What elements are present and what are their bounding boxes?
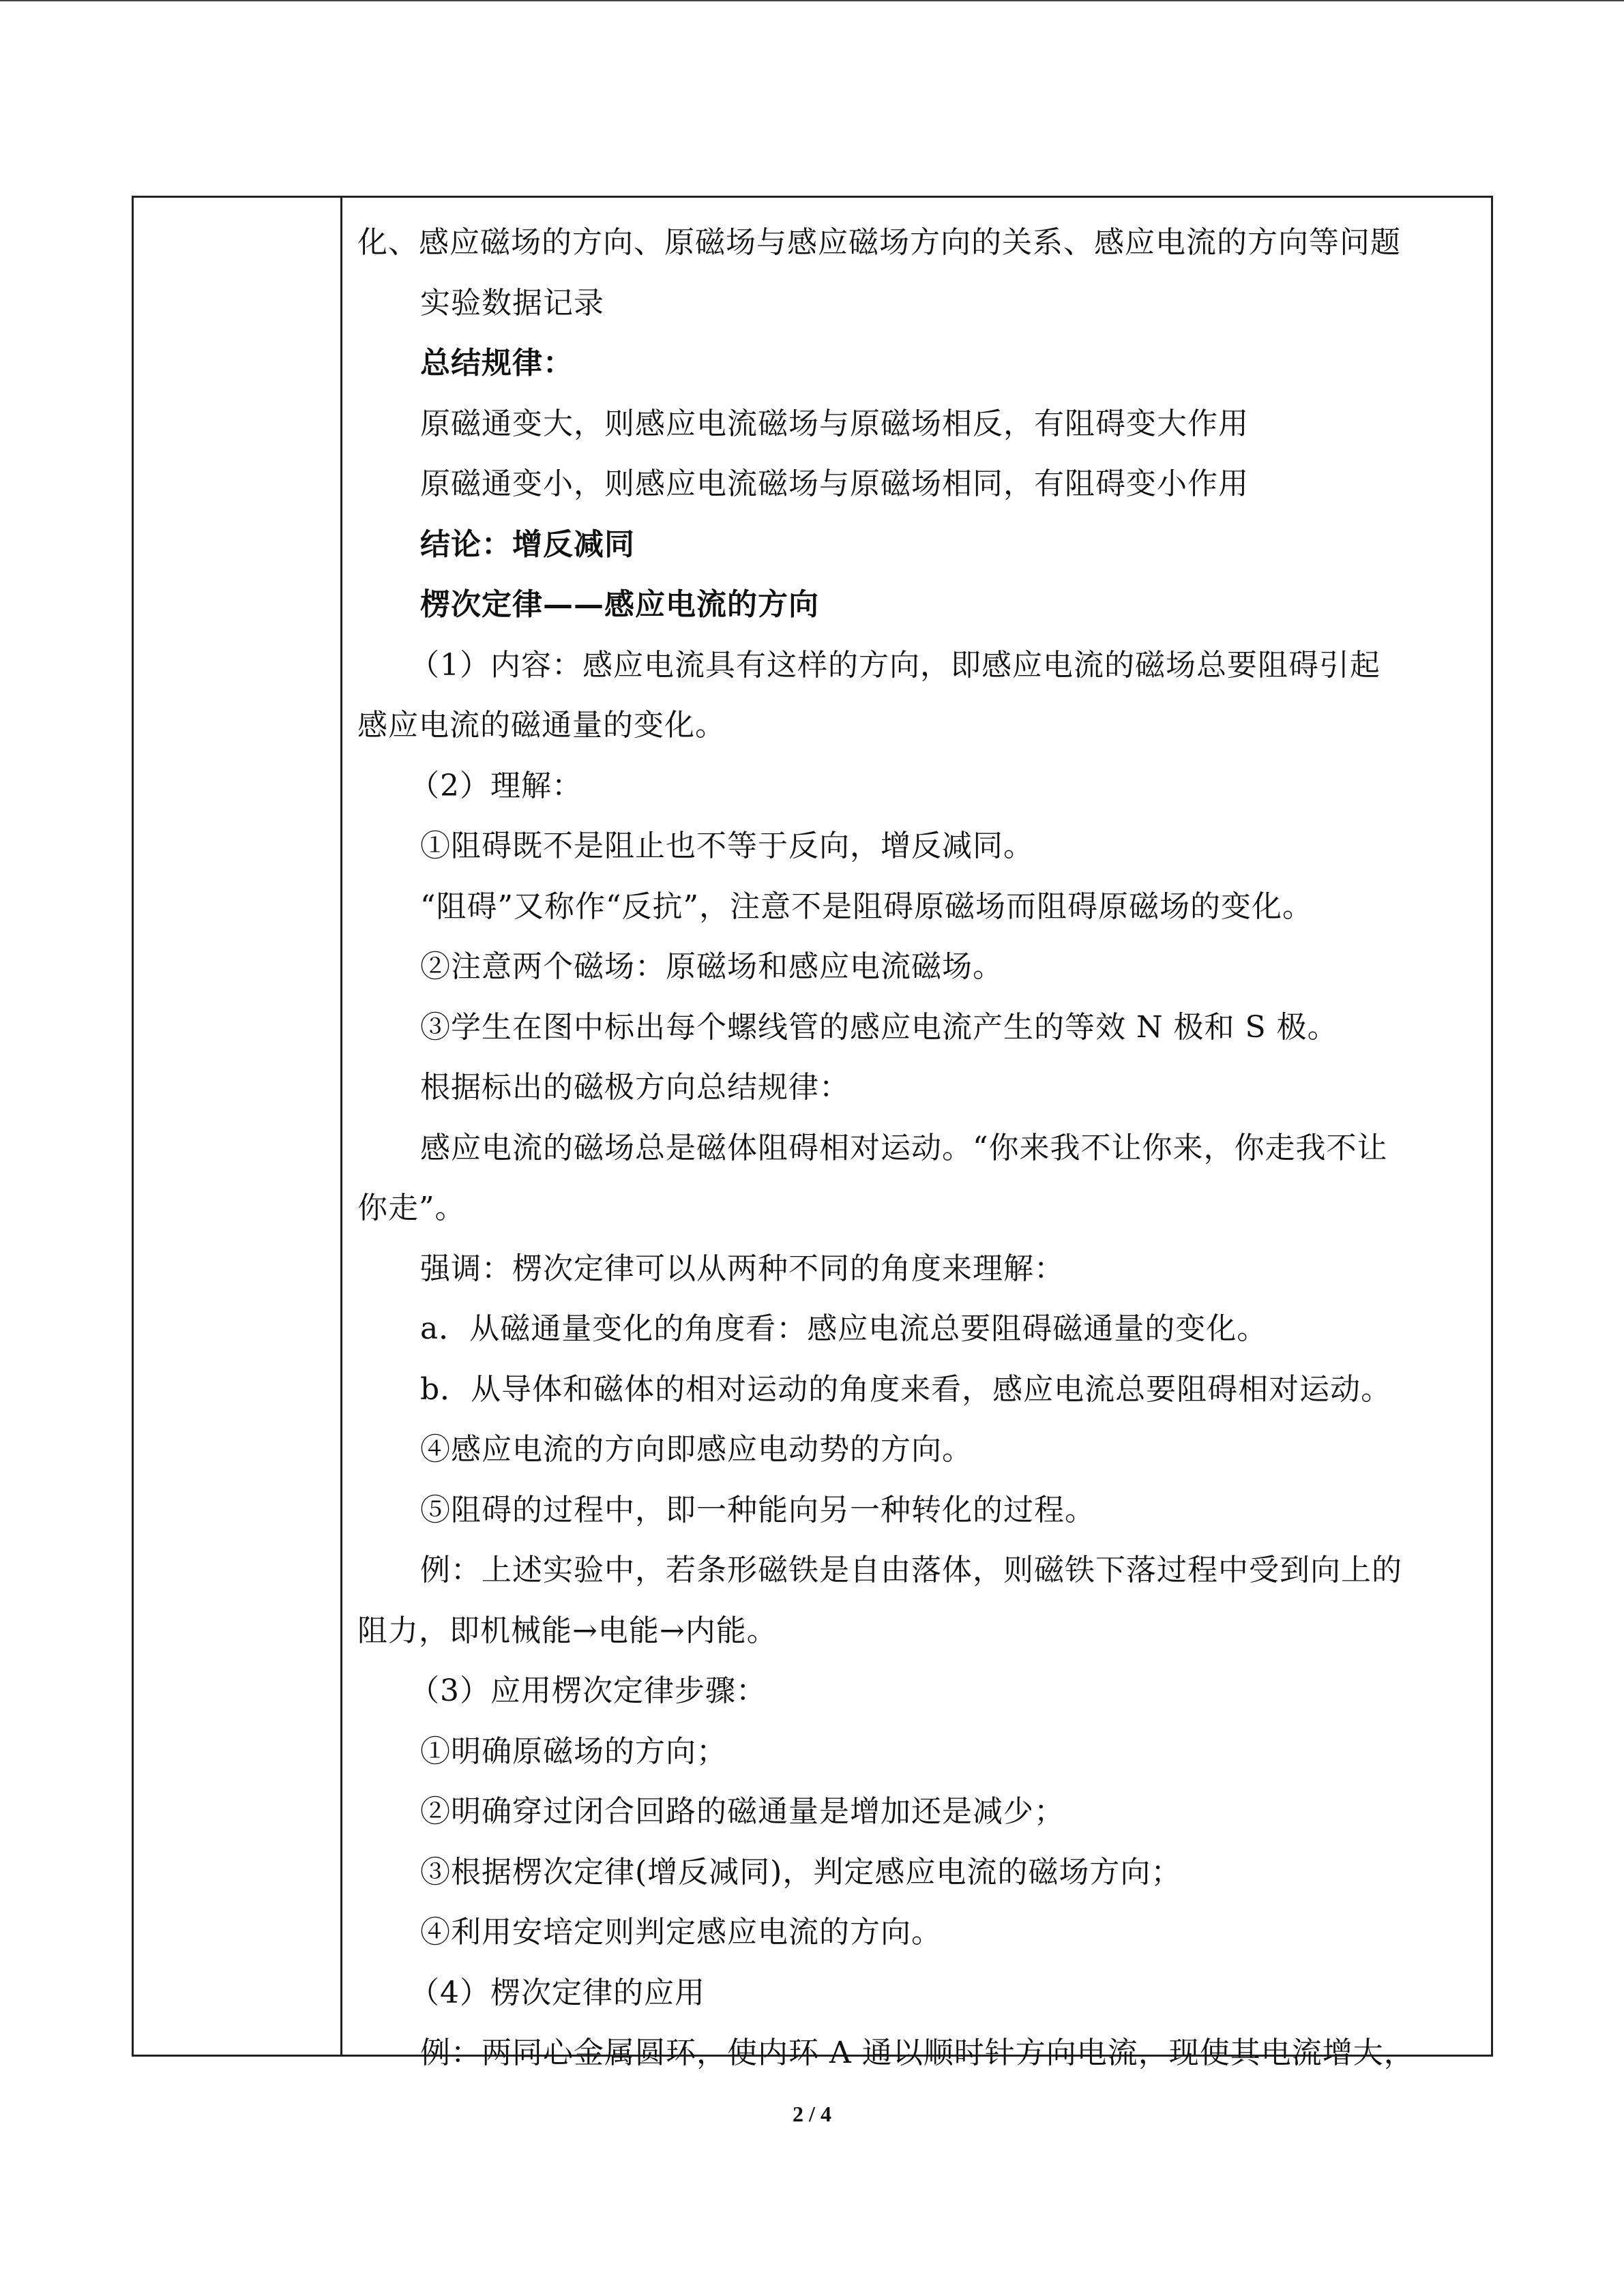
text-line: “阻碍”又称作“反抗”，注意不是阻碍原磁场而阻碍原磁场的变化。 xyxy=(420,889,1313,924)
text-line: 根据标出的磁极方向总结规律： xyxy=(420,1070,850,1105)
table-content-cell xyxy=(357,213,1483,2084)
text-line: a．从磁通量变化的角度看：感应电流总要阻碍磁通量的变化。 xyxy=(420,1311,1268,1346)
text-line: 感应电流的磁通量的变化。 xyxy=(357,708,726,743)
text-line: ⑤阻碍的过程中，即一种能向另一种转化的过程。 xyxy=(420,1492,1095,1527)
text-line: ②明确穿过闭合回路的磁通量是增加还是减少； xyxy=(420,1794,1065,1829)
section-heading: 总结规律： xyxy=(420,346,574,381)
text-line: （3）应用楞次定律步骤： xyxy=(409,1673,767,1708)
text-line: 化、感应磁场的方向、原磁场与感应磁场方向的关系、感应电流的方向等问题 xyxy=(357,225,1401,260)
text-line: 例：上述实验中，若条形磁铁是自由落体，则磁铁下落过程中受到向上的 xyxy=(420,1553,1402,1587)
text-line: 原磁通变大，则感应电流磁场与原磁场相反，有阻碍变大作用 xyxy=(420,406,1249,441)
text-line: 感应电流的磁场总是磁体阻碍相对运动。“你来我不让你来，你走我不让 xyxy=(420,1130,1388,1165)
page-number: 2 / 4 xyxy=(793,2102,831,2126)
text-line: ④感应电流的方向即感应电动势的方向。 xyxy=(420,1432,973,1467)
text-line: ④利用安培定则判定感应电流的方向。 xyxy=(420,1915,942,1950)
text-line: （4）楞次定律的应用 xyxy=(409,1975,705,2010)
text-line: 例：两同心金属圆环，使内环 A 通以顺时针方向电流，现使其电流增大， xyxy=(420,2036,1415,2070)
section-heading: 结论：增反减同 xyxy=(420,526,635,562)
section-heading: 楞次定律——感应电流的方向 xyxy=(420,587,819,622)
text-line: 强调：楞次定律可以从两种不同的角度来理解： xyxy=(420,1251,1065,1286)
text-line: ③学生在图中标出每个螺线管的感应电流产生的等效 N 极和 S 极。 xyxy=(420,1009,1338,1045)
text-line: ①阻碍既不是阻止也不等于反向，增反减同。 xyxy=(420,829,1034,863)
text-line: b．从导体和磁体的相对运动的角度来看，感应电流总要阻碍相对运动。 xyxy=(420,1371,1392,1407)
text-line: （2）理解： xyxy=(409,768,582,803)
lesson-table xyxy=(132,196,1493,2070)
page-top-edge xyxy=(0,0,1624,1)
text-line: 原磁通变小，则感应电流磁场与原磁场相同，有阻碍变小作用 xyxy=(420,466,1249,501)
text-line: 阻力，即机械能→电能→内能。 xyxy=(357,1613,778,1648)
table-left-cell xyxy=(134,198,340,2055)
text-line: ③根据楞次定律(增反减同)，判定感应电流的磁场方向； xyxy=(420,1854,1182,1890)
column-divider xyxy=(340,198,342,2055)
text-line: ①明确原磁场的方向； xyxy=(420,1733,727,1769)
text-line: 实验数据记录 xyxy=(420,285,604,320)
text-line: （1）内容：感应电流具有这样的方向，即感应电流的磁场总要阻碍引起 xyxy=(409,647,1381,683)
text-line: ②注意两个磁场：原磁场和感应电流磁场。 xyxy=(420,949,1003,984)
text-line: 你走”。 xyxy=(357,1191,466,1225)
